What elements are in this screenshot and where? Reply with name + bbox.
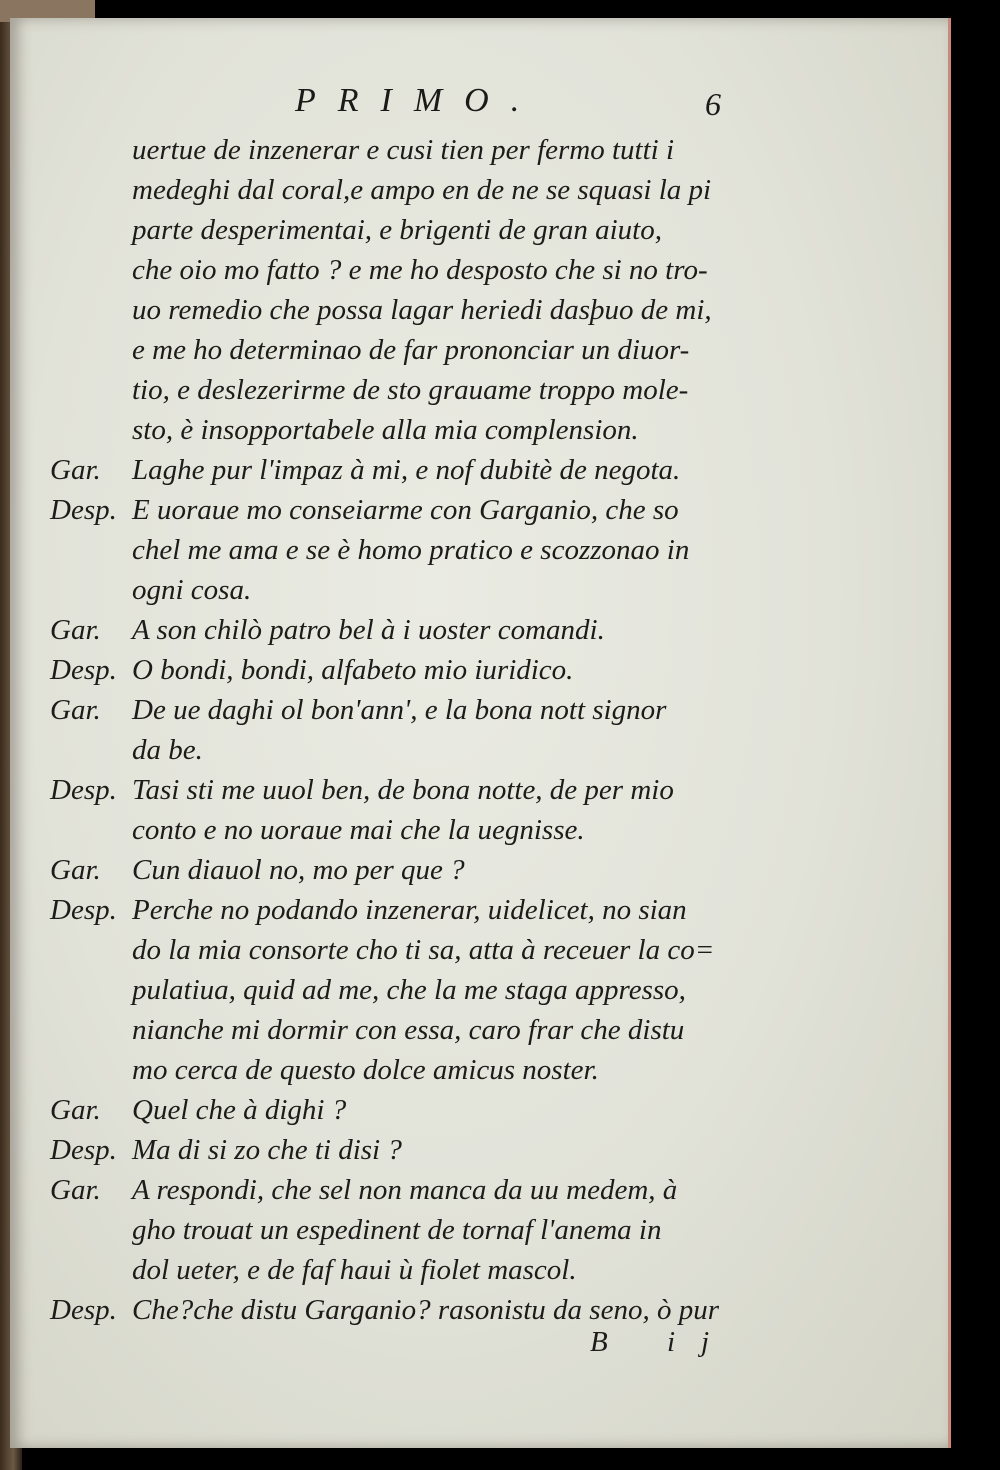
text-line (50, 810, 790, 850)
speaker-label: Desp. (50, 1134, 117, 1166)
speaker-label: Desp. (50, 774, 117, 806)
text-line (50, 330, 790, 370)
line-text: O bondi, bondi, alfabeto mio iuridico. (132, 654, 574, 686)
text-line (50, 210, 790, 250)
speaker-label (50, 930, 132, 970)
speaker-label (50, 1250, 132, 1290)
speaker-label (50, 290, 132, 330)
line-text: medeghi dal coral,e ampo en de ne se squasi la pi (132, 174, 712, 206)
line-text: che oio mo fatto ? e me ho desposto che si no tro- (132, 254, 708, 286)
speaker-label (50, 810, 132, 850)
book-page (10, 18, 951, 1448)
speaker-label (50, 250, 132, 290)
speaker-label: Gar. (50, 694, 101, 726)
speaker-label (50, 1050, 132, 1090)
line-text: sto, è insopportabele alla mia complension. (132, 414, 639, 446)
text-line (50, 1210, 790, 1250)
text-line (50, 290, 790, 330)
signature-mark: B ij (590, 1326, 736, 1358)
speaker-label (50, 970, 132, 1010)
line-text: Laghe pur l'impaz à mi, e nof dubitè de negota. (132, 454, 681, 486)
line-text: nianche mi dormir con essa, caro frar che distu (132, 1014, 685, 1046)
line-text: do la mia consorte cho ti sa, atta à receuer la co= (132, 934, 715, 966)
text-line (50, 130, 790, 170)
line-text: e me ho determinao de far prononciar un diuor- (132, 334, 690, 366)
line-text: mo cerca de questo dolce amicus noster. (132, 1054, 599, 1086)
speaker-label (50, 730, 132, 770)
speaker-label (50, 130, 132, 170)
text-line (50, 1250, 790, 1290)
text-line (50, 730, 790, 770)
speaker-label: Desp. (50, 1294, 117, 1326)
text-line (50, 690, 790, 730)
line-text: uo remedio che possa lagar heriedi dasþuo de mi, (132, 294, 712, 326)
text-line (50, 410, 790, 450)
speaker-label: Gar. (50, 1174, 101, 1206)
text-line (50, 450, 790, 490)
line-text: conto e no uoraue mai che la uegnisse. (132, 814, 585, 846)
text-line (50, 250, 790, 290)
line-text: A respondi, che sel non manca da uu medem, à (132, 1174, 678, 1206)
line-text: da be. (132, 734, 203, 766)
line-text: gho trouat un espedinent de tornaf l'anema in (132, 1214, 662, 1246)
line-text: ogni cosa. (132, 574, 252, 606)
text-line (50, 170, 790, 210)
text-line (50, 610, 790, 650)
speaker-label: Desp. (50, 894, 117, 926)
speaker-label: Gar. (50, 1094, 101, 1126)
speaker-label (50, 410, 132, 450)
line-text: A son chilò patro bel à i uoster comandi. (132, 614, 605, 646)
page-number: 6 (705, 86, 721, 122)
speaker-label: Gar. (50, 454, 101, 486)
speaker-label (50, 170, 132, 210)
line-text: chel me ama e se è homo pratico e scozzonao in (132, 534, 690, 566)
text-line (50, 1050, 790, 1090)
speaker-label: Gar. (50, 614, 101, 646)
text-line (50, 770, 790, 810)
page-header (10, 82, 948, 126)
speaker-label (50, 570, 132, 610)
line-text: uertue de inzenerar e cusi tien per fermo tutti i (132, 134, 675, 166)
line-text: pulatiua, quid ad me, che la me staga appresso, (132, 974, 686, 1006)
speaker-label (50, 330, 132, 370)
line-text: E uoraue mo conseiarme con Garganio, che so (132, 494, 679, 526)
text-line (50, 650, 790, 690)
line-text: Perche no podando inzenerar, uidelicet, no sian (132, 894, 687, 926)
speaker-label (50, 1010, 132, 1050)
speaker-label: Desp. (50, 494, 117, 526)
line-text: parte desperimentai, e brigenti de gran aiuto, (132, 214, 662, 246)
running-title: PRIMO. (295, 82, 542, 119)
text-line (50, 1170, 790, 1210)
speaker-label (50, 210, 132, 250)
line-text: Cun diauol no, mo per que ? (132, 854, 465, 886)
text-line (50, 1130, 790, 1170)
speaker-label: Gar. (50, 854, 101, 886)
text-line (50, 490, 790, 530)
text-line (50, 530, 790, 570)
text-line (50, 1290, 790, 1330)
dialogue-text (50, 130, 790, 1330)
text-line (50, 570, 790, 610)
speaker-label (50, 1210, 132, 1250)
speaker-label (50, 530, 132, 570)
line-text: Ma di si zo che ti disi ? (132, 1134, 402, 1166)
line-text: tio, e deslezerirme de sto grauame troppo mole- (132, 374, 689, 406)
line-text: Che?che distu Garganio? rasonistu da seno, ò pur (132, 1294, 719, 1326)
text-line (50, 850, 790, 890)
line-text: Tasi sti me uuol ben, de bona notte, de per mio (132, 774, 674, 806)
text-line (50, 370, 790, 410)
text-line (50, 1090, 790, 1130)
line-text: Quel che à dighi ? (132, 1094, 347, 1126)
speaker-label (50, 370, 132, 410)
line-text: dol ueter, e de faf haui ù fiolet mascol. (132, 1254, 577, 1286)
text-line (50, 1010, 790, 1050)
line-text: De ue daghi ol bon'ann', e la bona nott signor (132, 694, 667, 726)
text-line (50, 890, 790, 930)
text-line (50, 970, 790, 1010)
speaker-label: Desp. (50, 654, 117, 686)
text-line (50, 930, 790, 970)
